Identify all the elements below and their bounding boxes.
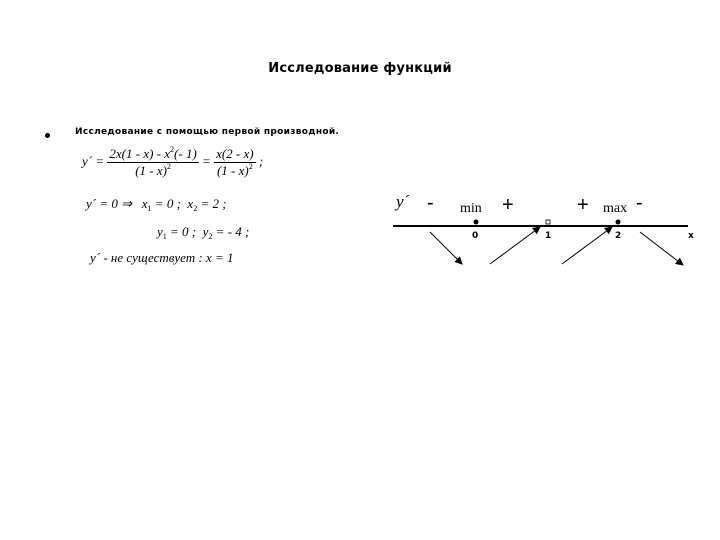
frac1-numerator: 2x(1 - x) - x: [109, 146, 171, 161]
formula-semicolon: ;: [258, 153, 264, 169]
formula-lhs: y: [82, 153, 88, 169]
arrow-1: [430, 232, 462, 264]
sign-4: -: [636, 192, 643, 214]
sign-2: +: [502, 194, 514, 216]
x1-value: = 0 ;: [154, 196, 181, 211]
x2-value: = 2 ;: [200, 196, 227, 211]
y1-subscript: 1: [162, 232, 167, 241]
x2-subscript: 2: [193, 204, 198, 213]
arrow-3: [562, 227, 612, 264]
point-0: [474, 220, 479, 225]
frac1-denominator: (1 - x): [135, 163, 167, 178]
frac2-denominator: (1 - x): [216, 163, 249, 178]
tick-label-1: 1: [545, 231, 552, 241]
roots-x-lhs: y´ = 0 ⇒: [86, 196, 133, 211]
y2-subscript: 2: [208, 232, 213, 241]
arrow-4: [640, 232, 683, 265]
frac2-den-power: 2: [248, 162, 253, 171]
x1-subscript: 1: [147, 204, 152, 213]
sign-3: +: [577, 194, 589, 216]
formula-eq-2: =: [202, 153, 211, 169]
frac2-numerator: x(2 - x): [216, 146, 254, 161]
point-2: [616, 220, 621, 225]
nonexistence-line: y´ - не существует : x = 1: [90, 250, 234, 265]
formula-eq-1: =: [95, 153, 105, 169]
tick-label-0: 0: [472, 231, 479, 241]
bullet-text: Исследование с помощью первой производной.: [75, 127, 340, 137]
diagram-yprime-label: y´: [396, 192, 410, 211]
formula-prime: ´: [87, 153, 93, 169]
y2-value: = - 4 ;: [215, 224, 250, 239]
point-1-open: [546, 220, 550, 224]
frac1-den-power: 2: [166, 162, 171, 171]
tick-label-x: x: [688, 231, 694, 241]
frac1-numerator-tail: (- 1): [174, 146, 197, 161]
x2-symbol: x: [187, 196, 194, 211]
arrow-2: [490, 227, 540, 264]
min-label: min: [460, 201, 482, 216]
y1-value: = 0 ;: [170, 224, 197, 239]
tick-label-2: 2: [615, 231, 622, 241]
page-title: Исследование функций: [268, 61, 452, 76]
max-label: max: [603, 201, 628, 216]
sign-1: -: [427, 192, 434, 214]
x1-symbol: x: [141, 196, 148, 211]
frac1-num-power: 2: [170, 145, 175, 154]
y1-symbol: y: [157, 224, 163, 239]
y2-symbol: y: [202, 224, 209, 239]
